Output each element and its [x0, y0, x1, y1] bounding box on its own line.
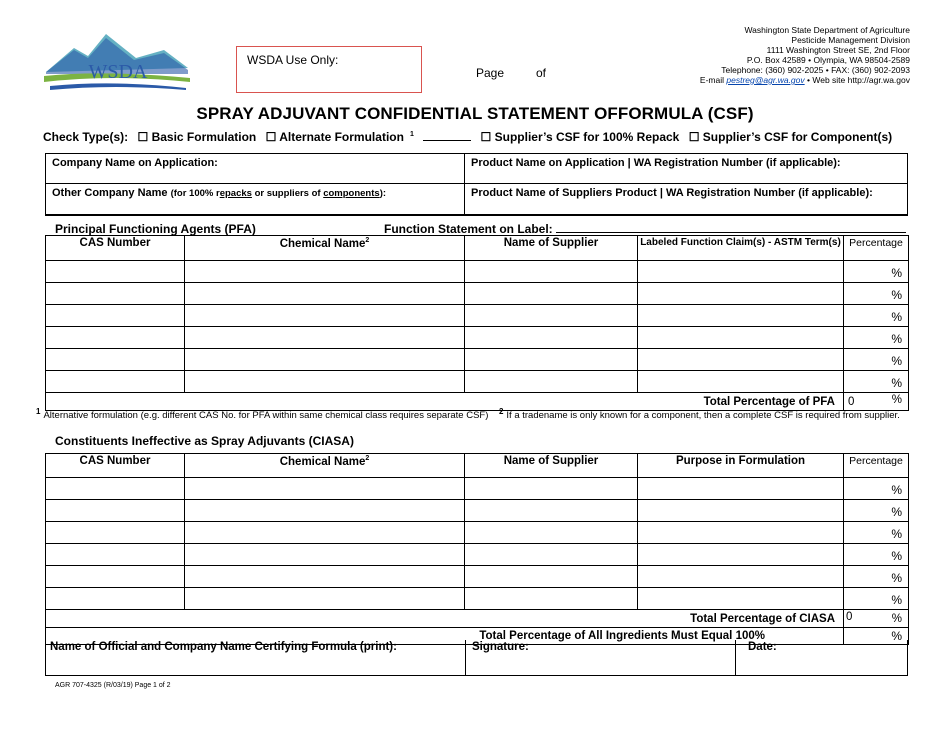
table-row[interactable]: % — [46, 566, 909, 588]
ciasa-total-label: Total Percentage of CIASA — [46, 610, 844, 628]
address-contact — [700, 75, 910, 85]
alternate-formulation-checkbox[interactable] — [266, 130, 414, 144]
function-statement[interactable] — [384, 222, 906, 236]
col-cas-number: CAS Number — [46, 236, 185, 261]
table-row[interactable]: % — [46, 305, 909, 327]
email-label: E-mail — [699, 75, 725, 85]
official-name-field[interactable]: Name of Official and Company Name Certifying Formula (print): — [50, 641, 397, 653]
suppliers-product-field[interactable]: Product Name of Suppliers Product | WA Registration Number (if applicable): — [471, 187, 873, 199]
footnote-1: Alternative formulation (e.g. different CAS No. for PFA within same chemical class requires separate CSF) — [43, 410, 489, 422]
other-company-field[interactable] — [46, 184, 392, 202]
wsda-use-only-box — [236, 46, 422, 93]
company-name-field[interactable]: Company Name on Application: — [52, 157, 218, 169]
address-block — [700, 25, 910, 85]
pfa-heading: Principal Functioning Agents (PFA) — [55, 222, 256, 236]
pfa-total-value[interactable]: 0 % — [844, 393, 909, 411]
footnote-ref: 1 — [409, 131, 414, 138]
function-statement-label: Function Statement on Label: — [384, 222, 553, 236]
pfa-total-label: Total Percentage of PFA — [46, 393, 844, 411]
other-company-label: Other Company Name — [52, 187, 168, 199]
web-label: • Web site http://agr.wa.gov — [807, 75, 910, 85]
all-total-label: Total Percentage of All Ingredients Must Equal 100% — [46, 628, 844, 645]
table-row[interactable]: % — [46, 349, 909, 371]
form-title: SPRAY ADJUVANT CONFIDENTIAL STATEMENT OFFORMULA (CSF) — [196, 104, 754, 123]
footnotes: $^1$ Alternative formulation (e.g. different CAS No. for PFA within same chemical class requires separate CSF) $^2$ If a tradename is only known for a component, then a complete CSF is required from supplier. — [36, 407, 900, 422]
other-company-note: (for 100% repacks or suppliers of components): — [170, 188, 387, 199]
address-line: Telephone: (360) 902-2025 • FAX: (360) 902-2093 — [721, 65, 910, 75]
wsda-logo-graphic — [44, 28, 190, 92]
address-line: Washington State Department of Agriculture — [744, 25, 910, 35]
table-row[interactable]: % — [46, 588, 909, 610]
pfa-table — [45, 235, 909, 411]
repack-checkbox[interactable]: ☐ Supplier’s CSF for 100% Repack — [480, 130, 680, 144]
wsda-logo — [44, 28, 190, 92]
product-name-field[interactable]: Product Name on Application | WA Registration Number (if applicable): — [471, 157, 841, 169]
table-row[interactable]: % — [46, 283, 909, 305]
check-types-label: Check Type(s): — [43, 130, 129, 144]
table-row[interactable]: % — [46, 261, 909, 283]
table-row[interactable]: % — [46, 327, 909, 349]
basic-formulation-checkbox[interactable]: ☐ Basic Formulation — [137, 130, 257, 144]
col-supplier: Name of Supplier — [465, 454, 638, 478]
col-chemical-name: Chemical Name$^2$ — [185, 454, 465, 478]
table-row[interactable]: % — [46, 478, 909, 500]
signature-table — [45, 640, 908, 676]
alternate-formulation-label: ☐ Alternate Formulation — [265, 130, 404, 144]
wsda-use-only-label: WSDA Use Only: — [247, 53, 339, 67]
component-checkbox[interactable]: ☐ Supplier’s CSF for Component(s) — [688, 130, 893, 144]
email-link[interactable]: pestreg@agr.wa.gov — [726, 75, 805, 85]
address-line: P.O. Box 42589 • Olympia, WA 98504-2589 — [746, 55, 910, 65]
check-types-row — [43, 130, 898, 144]
col-percentage: Percentage — [844, 454, 909, 478]
col-supplier: Name of Supplier — [465, 236, 638, 261]
ciasa-total-value[interactable]: 0 % — [844, 610, 909, 628]
signature-field[interactable]: Signature: — [472, 641, 529, 653]
table-row[interactable]: % — [46, 522, 909, 544]
table-row[interactable]: % — [46, 544, 909, 566]
page-label: Page — [476, 66, 505, 80]
date-field[interactable]: Date: — [748, 641, 777, 653]
svg-text:WSDA: WSDA — [88, 61, 148, 83]
form-number: AGR 707-4325 (R/03/19) Page 1 of 2 — [55, 682, 171, 689]
alternate-formulation-blank[interactable] — [423, 130, 471, 141]
footnote-2: If a tradename is only known for a component, then a complete CSF is required from supplier. — [506, 410, 900, 422]
ciasa-total-row — [46, 610, 909, 628]
col-function-claim: Labeled Function Claim(s) - ASTM Term(s) — [638, 236, 844, 261]
col-percentage: Percentage — [844, 236, 909, 261]
company-info-table — [45, 153, 908, 216]
table-row[interactable]: % — [46, 500, 909, 522]
all-total-pct[interactable]: % — [844, 628, 909, 645]
address-line: Pesticide Management Division — [791, 35, 910, 45]
ciasa-table — [45, 453, 909, 645]
col-chemical-name: Chemical Name$^2$ — [185, 236, 465, 261]
col-purpose: Purpose in Formulation — [638, 454, 844, 478]
ciasa-heading: Constituents Ineffective as Spray Adjuvants (CIASA) — [55, 434, 354, 448]
table-row[interactable]: % — [46, 371, 909, 393]
col-cas-number: CAS Number — [46, 454, 185, 478]
address-line: 1111 Washington Street SE, 2nd Floor — [766, 45, 910, 55]
of-label: of — [536, 66, 547, 80]
